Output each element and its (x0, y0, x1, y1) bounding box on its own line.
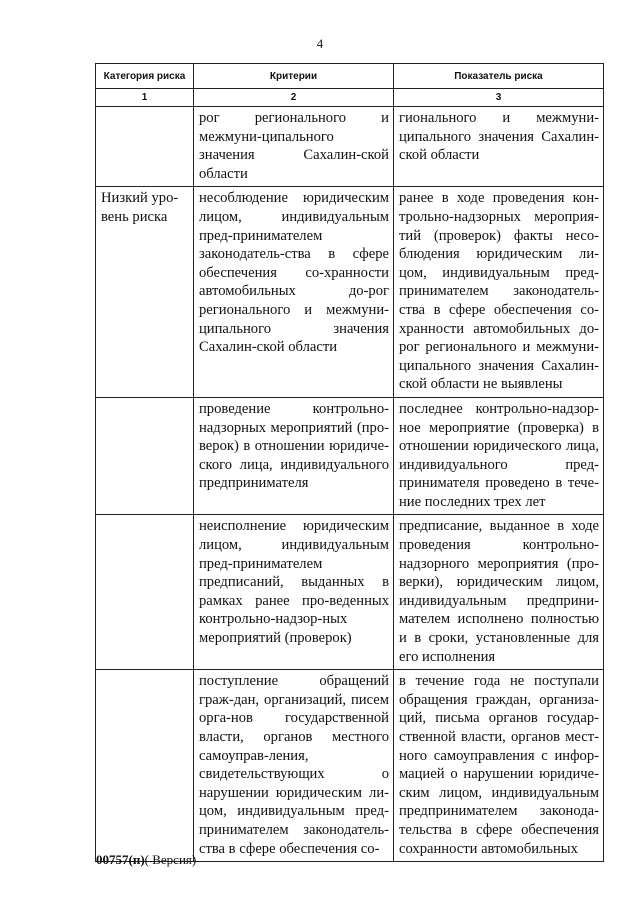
table-row (96, 107, 604, 187)
risk-criteria-table (95, 63, 604, 862)
page-number: 4 (316, 36, 324, 51)
column-number: 3 (394, 89, 604, 107)
criteria-cell: поступление обращений граж-дан, организаций, писем орга-нов государственной власти, органов местного самоуправ-ления, свидетельствующих о нарушении юридическим ли-цом, индивидуальным пред-принимателем законодатель-ства в сфере обеспечения со- (194, 670, 394, 862)
risk-category-cell: Низкий уро-вень риска (96, 187, 194, 398)
criteria-cell: рог регионального и межмуни-ципального значения Сахалин-ской области (194, 107, 394, 187)
table-header-row (96, 64, 604, 89)
indicator-cell: в течение года не поступали обращения граждан, организа-ций, письма органов государ-ственной власти, органов мест-ного самоуправления с инфор-мацией о нарушении юридиче-ским лицом, индивидуальным предпринимателем законода-тельства в сфере обеспечения сохранности автомобильных (394, 670, 604, 862)
document-code: 00757(п) (96, 852, 145, 867)
table-row (96, 515, 604, 670)
indicator-cell: последнее контрольно-надзор-ное мероприятие (проверка) в отношении юридического лица, индивидуального пред-принимателя проведено в тече-ние последних трех лет (394, 397, 604, 515)
indicator-cell: гионального и межмуни-ципального значения Сахалин-ской области (394, 107, 604, 187)
table-row (96, 670, 604, 862)
header-criteria: Критерии (194, 64, 394, 89)
table-row (96, 397, 604, 515)
column-number: 1 (96, 89, 194, 107)
document-version-label: ( Версия) (144, 852, 197, 867)
table-row (96, 187, 604, 398)
column-number: 2 (194, 89, 394, 107)
indicator-cell: ранее в ходе проведения кон-трольно-надзорных мероприя-тий (проверок) факты несо-блюдения юридическим ли-цом, индивидуальным пред-принимателем законодатель-ства в сфере обеспечения со-хранности автомобильных до-рог регионального и межмуни-ципального значения Сахалин-ской области не выявлены (394, 187, 604, 398)
criteria-cell: неисполнение юридическим лицом, индивидуальным пред-принимателем предписаний, выданных в рамках ранее про-веденных контрольно-надзор-ных мероприятий (проверок) (194, 515, 394, 670)
risk-category-cell (96, 397, 194, 515)
header-risk-indicator: Показатель риска (394, 64, 604, 89)
risk-category-cell (96, 107, 194, 187)
risk-category-cell (96, 515, 194, 670)
indicator-cell: предписание, выданное в ходе проведения контрольно-надзорного мероприятия (про-верки), юридическим лицом, индивидуальным предприни-мателем исполнено полностью и в сроки, установленные для его исполнения (394, 515, 604, 670)
document-footer (96, 852, 196, 868)
column-number-row (96, 89, 604, 107)
criteria-cell: несоблюдение юридическим лицом, индивидуальным пред-принимателем законодатель-ства в сфере обеспечения со-хранности автомобильных до-рог регионального и межмуни-ципального значения Сахалин-ской области (194, 187, 394, 398)
criteria-cell: проведение контрольно-надзорных мероприятий (про-верок) в отношении юридиче-ского лица, индивидуального предпринимателя (194, 397, 394, 515)
risk-category-cell (96, 670, 194, 862)
header-risk-category: Категория риска (96, 64, 194, 89)
